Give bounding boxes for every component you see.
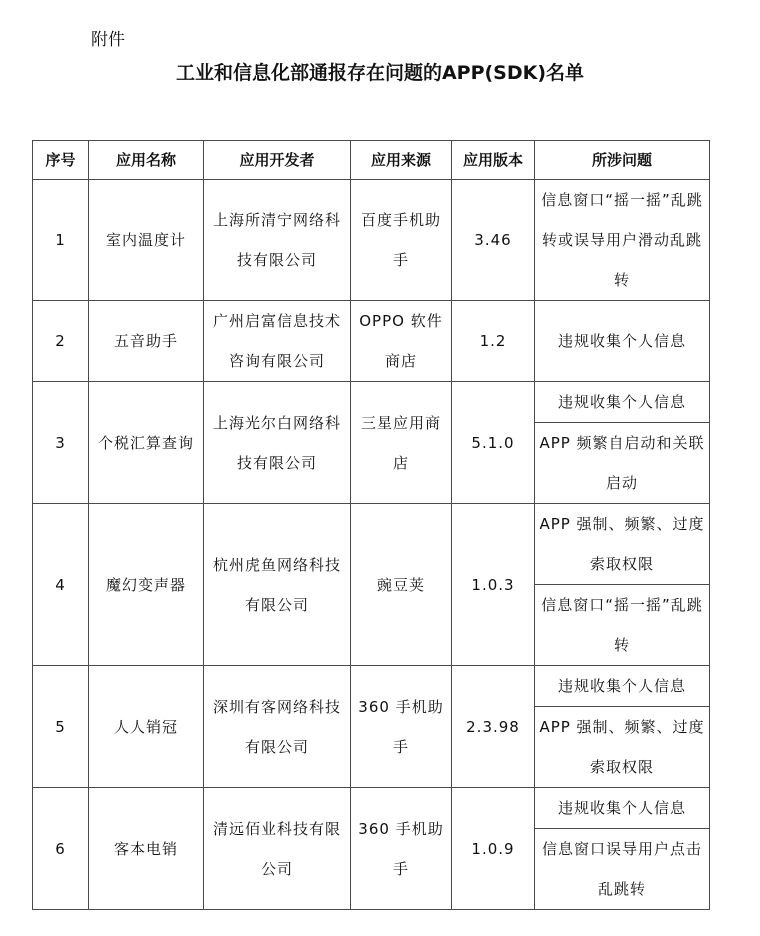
cell-version: 2.3.98: [452, 666, 535, 788]
cell-source: 360 手机助手: [351, 788, 452, 910]
table-row: [33, 504, 710, 585]
table-header-row: [33, 141, 710, 180]
cell-issue: 信息窗口“摇一摇”乱跳转或误导用户滑动乱跳转: [535, 180, 710, 301]
cell-developer: 深圳有客网络科技有限公司: [204, 666, 351, 788]
page-title: 工业和信息化部通报存在问题的APP(SDK)名单: [175, 62, 585, 84]
column-header-source: 应用来源: [351, 141, 452, 180]
table-row: [33, 666, 710, 707]
cell-app-name: 室内温度计: [89, 180, 204, 301]
cell-app-name: 客本电销: [89, 788, 204, 910]
table-row: [33, 382, 710, 423]
cell-version: 5.1.0: [452, 382, 535, 504]
column-header-developer: 应用开发者: [204, 141, 351, 180]
cell-issue: 信息窗口“摇一摇”乱跳转: [535, 585, 710, 666]
cell-app-name: 魔幻变声器: [89, 504, 204, 666]
cell-version: 1.0.9: [452, 788, 535, 910]
cell-issue: APP 强制、频繁、过度索取权限: [535, 707, 710, 788]
cell-version: 1.0.3: [452, 504, 535, 666]
column-header-version: 应用版本: [452, 141, 535, 180]
table-row: [33, 301, 710, 382]
cell-issue: APP 强制、频繁、过度索取权限: [535, 504, 710, 585]
cell-issue: 违规收集个人信息: [535, 788, 710, 829]
table-row: [33, 180, 710, 301]
cell-issue: 违规收集个人信息: [535, 382, 710, 423]
column-header-name: 应用名称: [89, 141, 204, 180]
cell-developer: 上海所清宁网络科技有限公司: [204, 180, 351, 301]
cell-no: 6: [33, 788, 89, 910]
cell-app-name: 个税汇算查询: [89, 382, 204, 504]
cell-no: 5: [33, 666, 89, 788]
cell-issue: APP 频繁自启动和关联启动: [535, 423, 710, 504]
cell-version: 1.2: [452, 301, 535, 382]
cell-no: 1: [33, 180, 89, 301]
cell-source: OPPO 软件商店: [351, 301, 452, 382]
cell-developer: 杭州虎鱼网络科技有限公司: [204, 504, 351, 666]
cell-source: 三星应用商店: [351, 382, 452, 504]
cell-version: 3.46: [452, 180, 535, 301]
cell-issue: 违规收集个人信息: [535, 666, 710, 707]
cell-app-name: 五音助手: [89, 301, 204, 382]
cell-app-name: 人人销冠: [89, 666, 204, 788]
cell-no: 4: [33, 504, 89, 666]
cell-source: 360 手机助手: [351, 666, 452, 788]
cell-source: 百度手机助手: [351, 180, 452, 301]
cell-developer: 广州启富信息技术咨询有限公司: [204, 301, 351, 382]
cell-developer: 上海光尔白网络科技有限公司: [204, 382, 351, 504]
cell-source: 豌豆荚: [351, 504, 452, 666]
cell-no: 3: [33, 382, 89, 504]
cell-issue: 违规收集个人信息: [535, 301, 710, 382]
column-header-issues: 所涉问题: [535, 141, 710, 180]
table-row: [33, 788, 710, 829]
app-list-table: [32, 140, 710, 910]
cell-no: 2: [33, 301, 89, 382]
cell-issue: 信息窗口误导用户点击乱跳转: [535, 829, 710, 910]
cell-developer: 清远佰业科技有限公司: [204, 788, 351, 910]
column-header-no: 序号: [33, 141, 89, 180]
attachment-label: 附件: [91, 30, 125, 50]
